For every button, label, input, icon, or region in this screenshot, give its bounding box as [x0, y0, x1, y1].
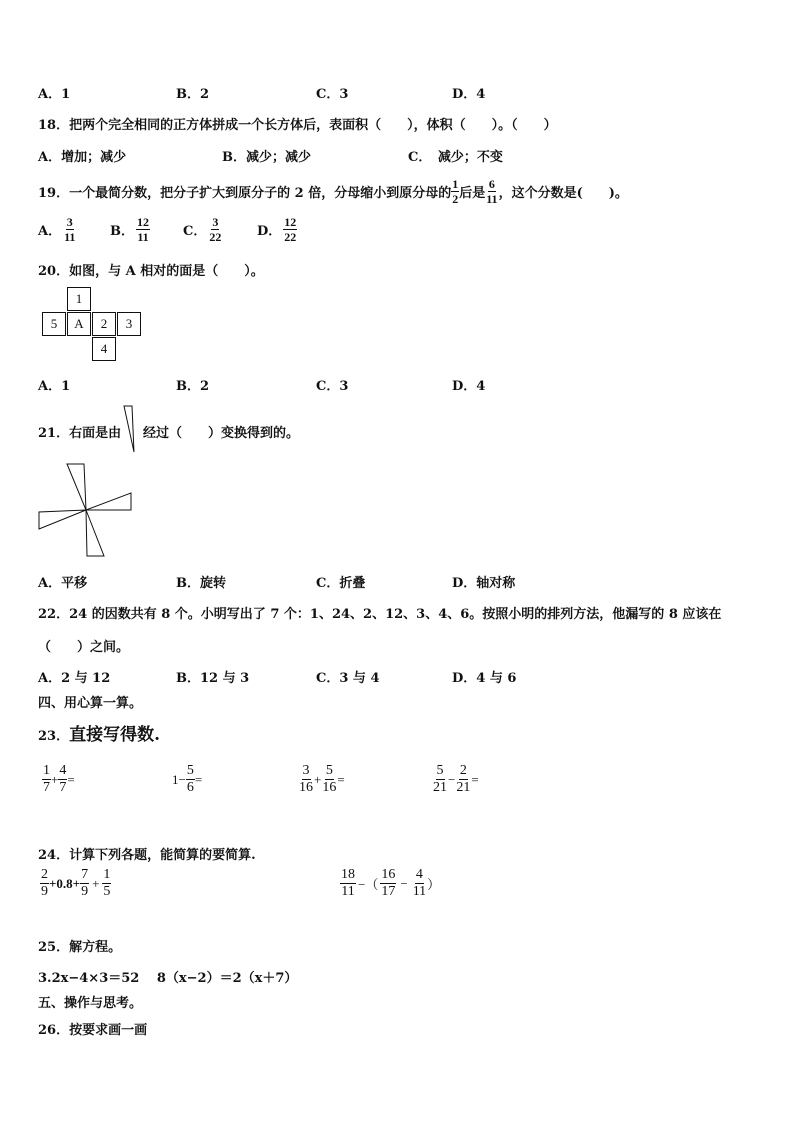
- denominator: 9: [81, 884, 89, 899]
- q19-text-a: 19．一个最简分数，把分子扩大到原分子的 2 倍，分母缩小到原分母的: [38, 185, 452, 201]
- option-fraction: [283, 216, 297, 243]
- numerator: 1: [452, 176, 459, 191]
- expression-middle: +0.8+: [49, 875, 81, 891]
- numerator: 5: [186, 763, 194, 778]
- q22-option-c: C．3 与 4: [316, 671, 380, 686]
- q17-option-a: A．1: [38, 87, 71, 102]
- q20-option-c: C．3: [316, 379, 349, 394]
- q18-option-c: C． 减少；不变: [408, 150, 503, 165]
- numerator: 6: [488, 176, 495, 191]
- denominator: 21: [456, 780, 471, 795]
- numerator: 3: [212, 215, 219, 229]
- cube-net-figure: [42, 287, 144, 361]
- option-label: D．: [257, 224, 282, 239]
- q24-expression-2: [340, 868, 440, 899]
- q19-fraction-result: [485, 178, 498, 205]
- q22-option-a: A．2 与 12: [38, 671, 111, 686]
- denominator: 22: [209, 230, 222, 244]
- denominator: 16: [322, 780, 337, 795]
- denominator: 11: [137, 230, 149, 244]
- denominator: 2: [452, 191, 459, 206]
- fraction: [455, 764, 471, 795]
- net-face-1: 1: [67, 287, 91, 311]
- equals-sign: =: [337, 771, 345, 787]
- fraction: [186, 764, 195, 795]
- operator: −: [448, 771, 456, 787]
- q23-item-3: [298, 764, 345, 795]
- fraction: [40, 868, 49, 899]
- fraction: [321, 764, 337, 795]
- denominator: 22: [284, 230, 297, 244]
- numerator: 5: [325, 763, 333, 778]
- q23-number: 23．: [38, 729, 70, 744]
- q26-text: 26．按要求画一画: [38, 1023, 148, 1038]
- denominator: 21: [433, 780, 447, 795]
- numerator: 3: [66, 215, 73, 229]
- q22-option-b: B．12 与 3: [176, 671, 250, 686]
- denominator: 17: [381, 884, 396, 899]
- numerator: 12: [137, 215, 149, 229]
- q21-option-d: D．轴对称: [452, 576, 516, 591]
- numerator: 12: [284, 215, 297, 229]
- numerator: 5: [436, 763, 444, 778]
- q21-option-c: C．折叠: [316, 576, 366, 591]
- q19-text: [38, 176, 628, 206]
- net-face-5: 5: [42, 312, 66, 336]
- q17-option-c: C．3: [316, 87, 349, 102]
- q19-option-a: [38, 216, 76, 243]
- q23-item-4: [432, 764, 479, 795]
- denominator: 7: [43, 780, 50, 795]
- q20-option-d: D．4: [452, 379, 486, 394]
- numerator: 4: [415, 867, 423, 882]
- q19-option-b: [110, 216, 150, 243]
- numerator: 2: [41, 867, 48, 882]
- option-label: B．: [110, 224, 134, 239]
- q21-option-b: B．旋转: [176, 576, 226, 591]
- fraction: [102, 868, 111, 899]
- numerator: 3: [302, 763, 310, 778]
- q25-text: 25．解方程。: [38, 940, 122, 955]
- q20-text: 20．如图，与 A 相对的面是（ ）。: [38, 264, 264, 279]
- fraction: [412, 868, 427, 899]
- q17-option-d: D．4: [452, 87, 486, 102]
- option-fraction: [208, 216, 222, 243]
- denominator: 5: [103, 884, 111, 899]
- numerator: 16: [381, 867, 396, 882]
- small-triangle-figure: [120, 404, 140, 454]
- fraction: [432, 764, 448, 795]
- net-face-a: A: [67, 312, 91, 336]
- q23-heading: [38, 720, 160, 745]
- q25-equations: 3.2x−4×3＝52 8（x−2）＝2（x＋7）: [38, 971, 298, 986]
- operator: −（: [358, 877, 379, 892]
- fraction: [380, 868, 396, 899]
- denominator: 11: [412, 884, 427, 899]
- section-5-heading: 五、操作与思考。: [38, 996, 143, 1011]
- q19-text-c: ，这个分数是( )。: [498, 185, 628, 201]
- denominator: 7: [59, 780, 67, 795]
- section-4-heading: 四、用心算一算。: [38, 696, 143, 711]
- denominator: 9: [41, 884, 48, 899]
- q19-fraction-half: [451, 178, 459, 205]
- q18-option-b: B．减少；减少: [222, 150, 311, 165]
- denominator: 11: [486, 191, 498, 206]
- q22-text-line2: （ ）之间。: [38, 640, 130, 655]
- rotated-triangles-figure: [36, 462, 136, 562]
- operator: −: [400, 875, 408, 891]
- numerator: 1: [103, 867, 111, 882]
- q18-text: 18．把两个完全相同的正方体拼成一个长方体后，表面积（ ），体积（ ）。（ ）: [38, 118, 557, 133]
- q18-option-a: A．增加；减少: [38, 150, 127, 165]
- numerator: 2: [459, 763, 467, 778]
- q23-title: 直接写得数.: [69, 725, 161, 745]
- q22-text-line1: 22．24 的因数共有 8 个。小明写出了 7 个：1、24、2、12、3、4、6。按照小明的排列方法，他漏写的 8 应该在: [38, 607, 722, 622]
- denominator: 6: [186, 780, 194, 795]
- numerator: 4: [59, 763, 67, 778]
- denominator: 11: [64, 230, 76, 244]
- q23-item-1: [42, 764, 75, 795]
- option-label: C．: [183, 224, 207, 239]
- fraction: [340, 868, 356, 899]
- option-fraction: [136, 216, 150, 243]
- q24-text: 24．计算下列各题，能简算的要简算.: [38, 848, 256, 863]
- q19-option-d: [257, 216, 297, 243]
- q21-option-a: A．平移: [38, 576, 88, 591]
- equals-sign: =: [194, 771, 203, 787]
- net-face-2: 2: [92, 312, 116, 336]
- numerator: 7: [81, 867, 89, 882]
- fraction: [42, 764, 51, 795]
- operator: +: [51, 771, 59, 787]
- q19-option-c: [183, 216, 222, 243]
- numerator: 1: [43, 763, 50, 778]
- equals-sign: =: [471, 771, 479, 787]
- fraction: [298, 764, 314, 795]
- q23-item-2: [172, 764, 202, 795]
- q20-option-b: B．2: [176, 379, 210, 394]
- equals-sign: =: [67, 771, 75, 787]
- denominator: 16: [299, 780, 313, 795]
- denominator: 11: [341, 884, 355, 899]
- option-fraction: [63, 216, 76, 243]
- numerator: 18: [341, 867, 355, 882]
- q19-text-b: 后是: [459, 185, 486, 201]
- q21-text-b: 经过（ ）变换得到的。: [143, 426, 300, 441]
- q24-expression-1: [40, 868, 111, 899]
- prefix: 1−: [172, 771, 186, 787]
- q20-option-a: A．1: [38, 379, 71, 394]
- q17-option-b: B．2: [176, 87, 210, 102]
- net-face-3: 3: [117, 312, 141, 336]
- net-face-4: 4: [92, 337, 116, 361]
- fraction: [80, 868, 89, 899]
- q21-text-a: 21．右面是由: [38, 426, 122, 441]
- q22-option-d: D．4 与 6: [452, 671, 517, 686]
- fraction: [58, 764, 67, 795]
- operator: +: [314, 771, 322, 787]
- closing-paren: ）: [427, 877, 441, 892]
- operator: +: [92, 875, 100, 891]
- option-label: A．: [38, 224, 62, 239]
